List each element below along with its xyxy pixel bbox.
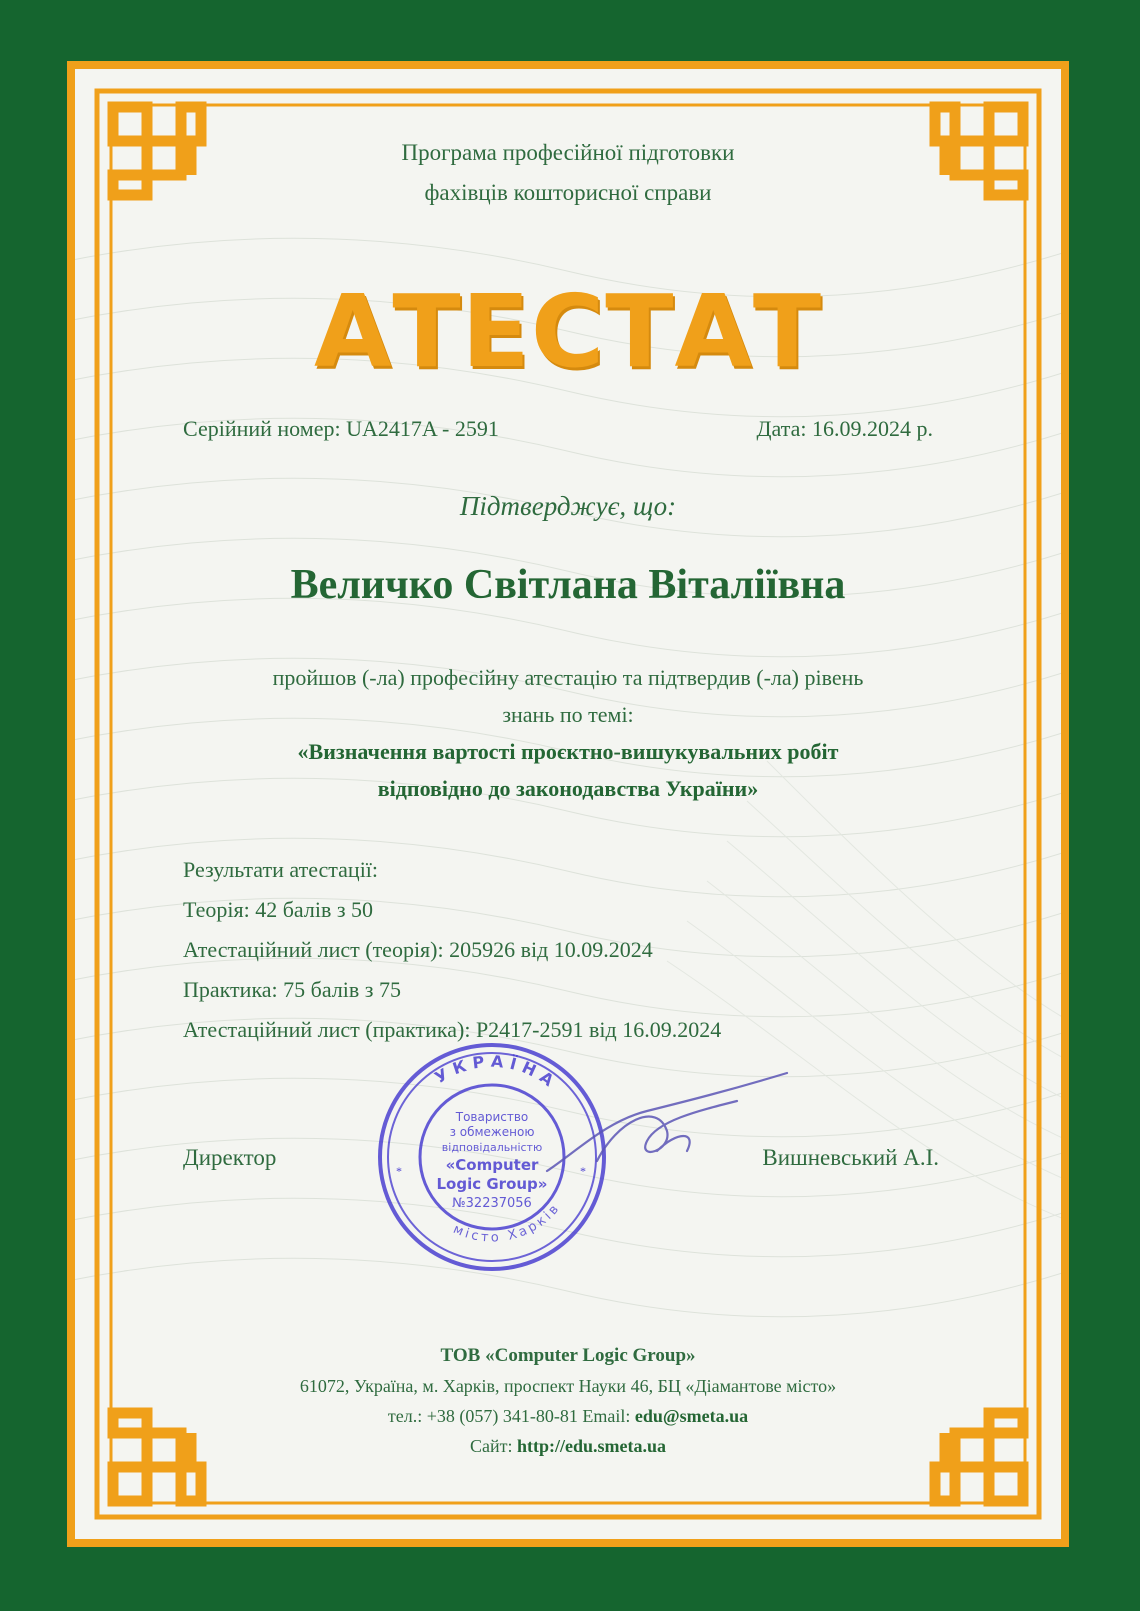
- footer-phone: тел.: +38 (057) 341-80-81 Email:: [387, 1406, 631, 1426]
- issue-date: Дата: 16.09.2024 р.: [756, 416, 933, 441]
- serial-number: Серійний номер: UA2417A - 2591: [183, 416, 499, 441]
- stamp-country: УКРАЇНА: [431, 1051, 563, 1094]
- director-signature: [537, 1061, 797, 1191]
- svg-text:*: *: [580, 1164, 586, 1178]
- footer-site: [67, 1431, 1069, 1461]
- program-line-2: фахівців кошторисної справи: [424, 180, 712, 205]
- result-theory-sheet: Атестаційний лист (теорія): 205926 від 10.09.2024: [183, 937, 653, 962]
- footer-email-link[interactable]: edu@smeta.ua: [634, 1406, 749, 1426]
- footer-contacts: [67, 1401, 1069, 1431]
- results-block: [183, 850, 721, 1050]
- recipient-name: Величко Світлана Віталіївна: [290, 562, 846, 608]
- director-name: Вишневський А.І.: [762, 1145, 939, 1170]
- stamp-line-2: з обмеженою: [449, 1125, 535, 1139]
- result-practice: Практика: 75 балів з 75: [183, 977, 401, 1002]
- confirms-text: Підтверджує, що:: [459, 491, 677, 521]
- stamp-city: місто Харків: [450, 1200, 564, 1246]
- stamp-line-4: «Computer: [445, 1156, 539, 1174]
- stamp-line-3: відповідальністю: [441, 1141, 543, 1154]
- result-practice-sheet: Атестаційний лист (практика): P2417-2591 від 16.09.2024: [183, 1017, 722, 1042]
- certificate-title: АТЕСТАТ: [313, 273, 823, 390]
- footer-address: 61072, Україна, м. Харків, проспект Науки 46, БЦ «Діамантове місто»: [299, 1376, 837, 1396]
- statement-line-1: пройшов (-ла) професійну атестацію та підтвердив (-ла) рівень: [272, 665, 864, 690]
- stamp-line-5: Logic Group»: [436, 1175, 548, 1193]
- stamp-line-1: Товариство: [455, 1110, 529, 1124]
- course-topic: [67, 733, 1069, 807]
- footer-site-link[interactable]: http://edu.smeta.ua: [516, 1436, 666, 1456]
- statement: [67, 659, 1069, 733]
- certificate-page: [67, 61, 1069, 1547]
- result-theory: Теорія: 42 балів з 50: [183, 897, 374, 922]
- statement-line-2: знань по темі:: [502, 702, 634, 727]
- topic-line-1: «Визначення вартості проєктно-вишукувальних робіт: [297, 739, 839, 764]
- footer-company: ТОВ «Computer Logic Group»: [440, 1345, 696, 1366]
- program-line-1: Програма професійної підготовки: [401, 140, 735, 165]
- footer-site-label: Сайт:: [469, 1436, 513, 1456]
- program-title: [67, 133, 1069, 213]
- results-heading: Результати атестації:: [183, 857, 379, 882]
- footer: [67, 1341, 1069, 1461]
- topic-line-2: відповідно до законодавства України»: [377, 776, 759, 801]
- svg-text:*: *: [396, 1164, 402, 1178]
- director-label: Директор: [183, 1145, 277, 1170]
- stamp-code: №32237056: [452, 1196, 532, 1211]
